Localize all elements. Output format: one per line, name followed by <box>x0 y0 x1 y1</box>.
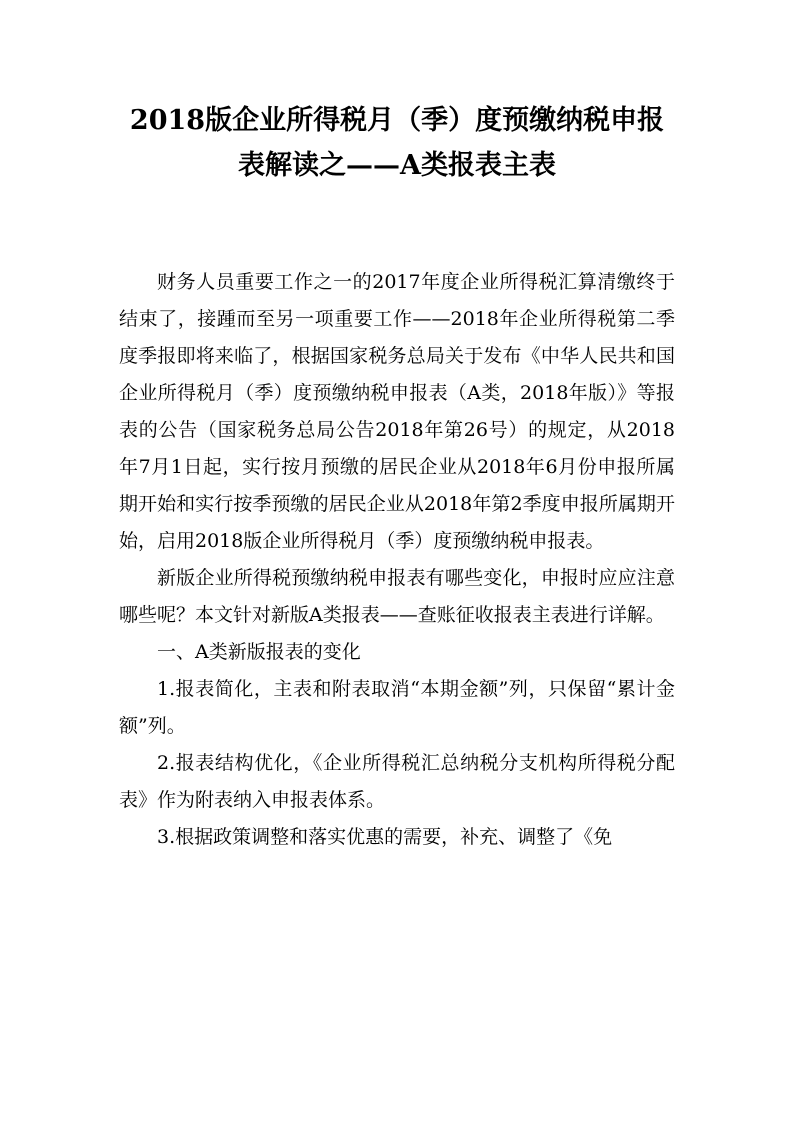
title-line-2: 表解读之——A类报表主表 <box>238 150 556 181</box>
list-item-1: 1.报表简化，主表和附表取消“本期金额”列，只保留“累计金额”列。 <box>119 678 675 737</box>
list-item-3: 3.根据政策调整和落实优惠的需要，补充、调整了《免 <box>157 826 613 848</box>
section-heading: 一、A类新版报表的变化 <box>157 641 361 663</box>
paragraph-intro: 财务人员重要工作之一的2017年度企业所得税汇算清缴终于结束了，接踵而至另一项重要工作——2018年企业所得税第二季度季报即将来临了，根据国家税务总局关于发布《中华人民共和国企业所得税月（季）度预缴纳税申报表（A类，2018年版）》等报表的公告（国家税务总局公告2018年第26号）的规定，从2018年7月1日起，实行按月预缴的居民企业从2018年6月份申报所属期开始和实行按季预缴的居民企业从2018年第2季度申报所属期开始，启用2018版企业所得税月（季）度预缴纳税申报表。 <box>119 271 675 552</box>
document-body <box>119 264 675 856</box>
document-title <box>100 98 694 188</box>
title-line-1: 2018版企业所得税月（季）度预缴纳税申报 <box>129 105 665 136</box>
paragraph-question: 新版企业所得税预缴纳税申报表有哪些变化，申报时应应注意哪些呢？本文针对新版A类报表——查账征收报表主表进行详解。 <box>119 567 675 626</box>
list-item-2: 2.报表结构优化，《企业所得税汇总纳税分支机构所得税分配表》作为附表纳入申报表体系。 <box>119 752 675 811</box>
